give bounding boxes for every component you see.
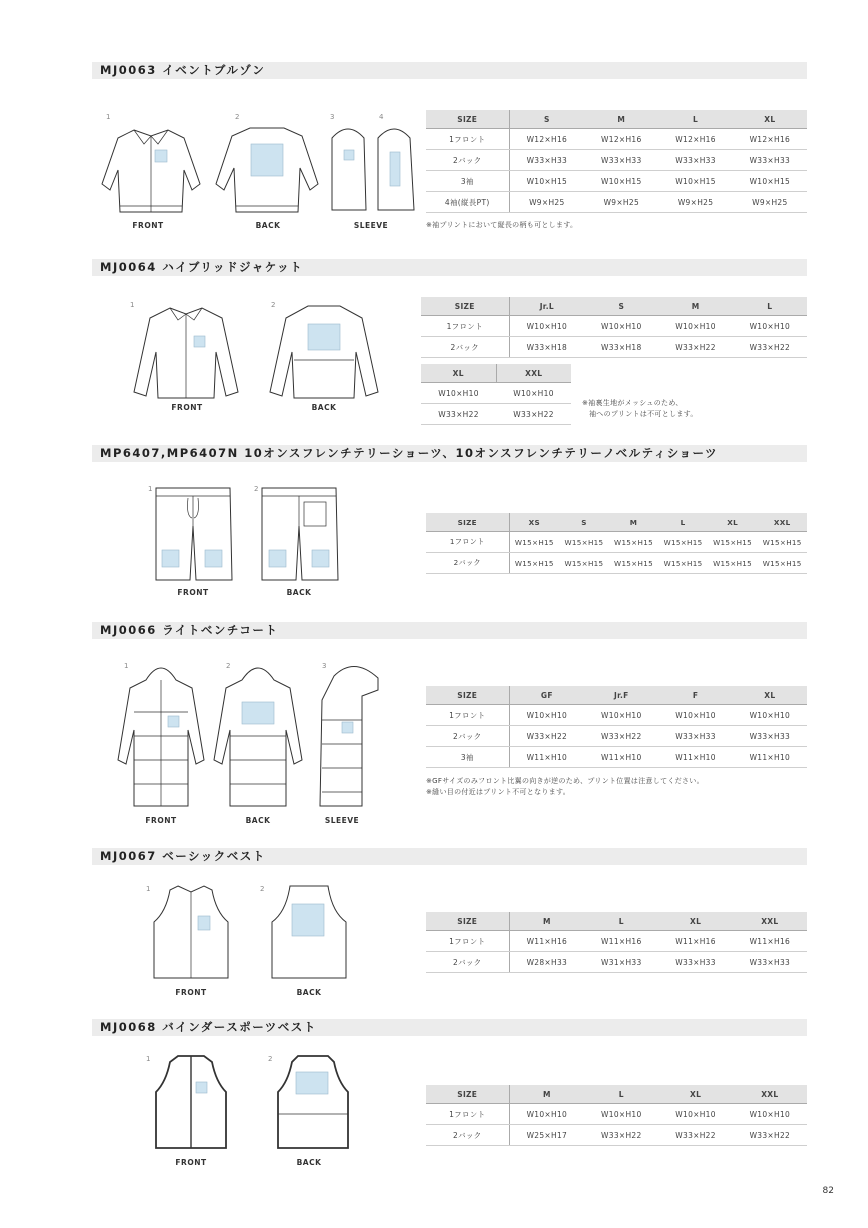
size-table [426,1085,807,1146]
figure-number: 1 [148,485,153,493]
figure-number: 2 [268,1055,273,1063]
bench-coat-front-illustration [116,660,206,810]
size-header: L [584,912,658,931]
section-title: MJ0068 バインダースポーツベスト [92,1019,807,1036]
table-cell: W33×H33 [658,726,732,747]
table-cell: 2バック [426,952,509,973]
table-cell: 4袖(縦長PT) [426,192,509,213]
table-cell: W10×H10 [584,1104,658,1125]
note-text [582,398,698,420]
size-table [426,513,807,574]
table-cell: W10×H15 [584,171,658,192]
table-cell: W15×H15 [609,532,659,553]
table-cell: W10×H10 [584,705,658,726]
table-cell: W11×H16 [733,931,807,952]
table-cell: W15×H15 [658,532,708,553]
table-cell: W10×H10 [733,316,807,337]
table-cell: W33×H22 [496,404,571,425]
size-header: M [509,1085,584,1104]
table-cell: W10×H10 [658,316,732,337]
size-header: XXL [733,1085,807,1104]
table-cell: W10×H10 [584,316,658,337]
size-header: S [509,110,584,129]
size-header: S [559,513,609,532]
shorts-back-illustration [258,486,340,584]
section-title: MJ0063 イベントブルゾン [92,62,807,79]
table-cell: 2バック [421,337,509,358]
size-header: XXL [496,364,571,383]
figure-number: 2 [260,885,265,893]
figure-number: 2 [226,662,231,670]
figure-label: BACK [296,988,322,997]
size-header: XL [708,513,758,532]
table-cell: W10×H10 [421,383,496,404]
size-header: SIZE [426,1085,509,1104]
table-row [426,705,807,726]
table-cell: W15×H15 [559,532,609,553]
table-cell: W15×H15 [509,532,559,553]
note-line: ※縫い目の付近はプリント不可となります。 [426,788,571,796]
table-cell: 1フロント [426,1104,509,1125]
table-cell: 1フロント [426,129,509,150]
section-title: MJ0064 ハイブリッドジャケット [92,259,807,276]
table-cell: W15×H15 [757,532,807,553]
figure-number: 1 [130,301,135,309]
shorts-front-illustration [152,486,234,584]
table-row [426,1104,807,1125]
figure-number: 2 [235,113,240,121]
figure-label: FRONT [171,403,203,412]
table-cell: W33×H22 [509,726,584,747]
size-header: GF [509,686,584,705]
size-header: L [733,297,807,316]
figure-label: FRONT [177,588,209,597]
table-row [426,747,807,768]
table-cell: W10×H10 [509,705,584,726]
table-cell: W11×H10 [658,747,732,768]
size-header: F [658,686,732,705]
table-cell: W10×H10 [658,1104,732,1125]
figure-number: 1 [124,662,129,670]
table-cell: W10×H10 [733,1104,807,1125]
note-line: ※袖裏生地がメッシュのため、 [582,399,683,407]
size-header: XXL [757,513,807,532]
figure-label: BACK [286,588,312,597]
table-row [426,553,807,574]
table-cell: W33×H22 [421,404,496,425]
size-header: L [658,110,732,129]
figure-label: FRONT [175,988,207,997]
size-header: Jr.F [584,686,658,705]
size-header: L [584,1085,658,1104]
table-cell: W12×H16 [733,129,807,150]
page-number: 82 [822,1186,834,1196]
size-header: M [509,912,584,931]
table-cell: 2バック [426,150,509,171]
bench-coat-sleeve-illustration [314,660,384,810]
table-cell: W10×H10 [658,705,732,726]
size-header: XL [733,110,807,129]
size-table [421,297,807,358]
table-cell: W10×H15 [733,171,807,192]
size-table-extension [421,364,571,425]
table-cell: 3袖 [426,747,509,768]
table-cell: 1フロント [426,705,509,726]
table-cell: W33×H33 [733,726,807,747]
table-cell: W10×H10 [509,316,584,337]
table-cell: W31×H33 [584,952,658,973]
table-cell: W15×H15 [757,553,807,574]
size-header: XL [733,686,807,705]
size-table [426,912,807,973]
table-cell: W11×H16 [584,931,658,952]
size-table [426,110,807,213]
table-row [426,1125,807,1146]
jacket-front-illustration [96,124,206,220]
table-cell: W33×H18 [509,337,584,358]
table-row [426,532,807,553]
note-line: 袖へのプリントは不可とします。 [589,410,698,418]
table-cell: W33×H22 [733,1125,807,1146]
size-header: SIZE [421,297,509,316]
table-cell: W28×H33 [509,952,584,973]
table-row [421,404,571,425]
table-cell: W15×H15 [559,553,609,574]
table-cell: W33×H33 [733,150,807,171]
figure-label: FRONT [145,816,177,825]
figure-label: BACK [311,403,337,412]
table-cell: W10×H15 [509,171,584,192]
table-cell: 1フロント [426,931,509,952]
figure-number: 1 [106,113,111,121]
table-cell: W15×H15 [609,553,659,574]
figure-number: 2 [271,301,276,309]
binder-vest-front-illustration [150,1052,232,1152]
size-header: XXL [733,912,807,931]
figure-label: BACK [245,816,271,825]
table-cell: W10×H10 [733,705,807,726]
figure-number: 3 [322,662,327,670]
hybrid-jacket-back-illustration [266,302,382,402]
figure-label: SLEEVE [324,816,360,825]
jacket-back-illustration [212,124,322,220]
size-header: SIZE [426,110,509,129]
table-cell: 1フロント [426,532,509,553]
section-title: MP6407,MP6407N 10オンスフレンチテリーショーツ、10オンスフレンチテリーノベルティショーツ [92,445,807,462]
size-header: M [584,110,658,129]
size-header: SIZE [426,912,509,931]
jacket-sleeve-illustration [326,124,420,220]
table-cell: W9×H25 [733,192,807,213]
size-header: SIZE [426,513,509,532]
figure-number: 3 [330,113,335,121]
table-cell: W33×H22 [733,337,807,358]
table-cell: W9×H25 [658,192,732,213]
table-cell: W33×H22 [584,1125,658,1146]
binder-vest-back-illustration [272,1052,354,1152]
table-cell: W15×H15 [708,553,758,574]
table-row [426,952,807,973]
table-row [421,316,807,337]
table-cell: W9×H25 [584,192,658,213]
size-header: M [609,513,659,532]
vest-front-illustration [150,882,232,982]
table-cell: 3袖 [426,171,509,192]
table-cell: W25×H17 [509,1125,584,1146]
table-row [426,171,807,192]
table-cell: W15×H15 [509,553,559,574]
table-row [426,931,807,952]
table-cell: W11×H10 [509,747,584,768]
table-cell: W9×H25 [509,192,584,213]
table-row [426,129,807,150]
bench-coat-back-illustration [212,660,304,810]
table-cell: 2バック [426,1125,509,1146]
table-cell: W33×H22 [658,1125,732,1146]
table-cell: W10×H15 [658,171,732,192]
table-cell: W33×H33 [658,150,732,171]
size-header: XL [658,1085,732,1104]
table-cell: 2バック [426,553,509,574]
table-row [421,337,807,358]
size-header: M [658,297,732,316]
size-header: XL [658,912,732,931]
size-header: XS [509,513,559,532]
table-cell: W10×H10 [496,383,571,404]
figure-number: 2 [254,485,259,493]
size-header: L [658,513,708,532]
table-cell: 1フロント [421,316,509,337]
figure-number: 1 [146,885,151,893]
table-cell: W15×H15 [708,532,758,553]
table-cell: W33×H33 [509,150,584,171]
table-cell: W11×H10 [733,747,807,768]
section-title: MJ0066 ライトベンチコート [92,622,807,639]
table-row [421,383,571,404]
table-cell: W15×H15 [658,553,708,574]
table-cell: W33×H22 [584,726,658,747]
table-cell: W33×H33 [584,150,658,171]
table-cell: W11×H16 [658,931,732,952]
table-cell: W12×H16 [658,129,732,150]
size-header: Jr.L [509,297,584,316]
table-cell: W33×H33 [658,952,732,973]
size-header: S [584,297,658,316]
note-text [426,776,704,798]
table-cell: 2バック [426,726,509,747]
table-cell: W10×H10 [509,1104,584,1125]
figure-label: BACK [255,221,281,230]
table-cell: W33×H22 [658,337,732,358]
note-text: ※袖プリントにおいて縦長の柄も可とします。 [426,221,578,229]
vest-back-illustration [268,882,350,982]
table-cell: W33×H18 [584,337,658,358]
table-cell: W12×H16 [584,129,658,150]
table-row [426,150,807,171]
size-header: SIZE [426,686,509,705]
note-line: ※GFサイズのみフロント比翼の向きが逆のため、プリント位置は注意してください。 [426,777,704,785]
hybrid-jacket-front-illustration [130,302,242,402]
section-title: MJ0067 ベーシックベスト [92,848,807,865]
figure-label: BACK [296,1158,322,1167]
figure-label: FRONT [132,221,164,230]
figure-label: SLEEVE [353,221,389,230]
table-cell: W11×H16 [509,931,584,952]
size-table [426,686,807,768]
figure-number: 4 [379,113,384,121]
table-row [426,192,807,213]
figure-number: 1 [146,1055,151,1063]
figure-label: FRONT [175,1158,207,1167]
table-cell: W12×H16 [509,129,584,150]
size-header: XL [421,364,496,383]
table-row [426,726,807,747]
table-cell: W33×H33 [733,952,807,973]
table-cell: W11×H10 [584,747,658,768]
